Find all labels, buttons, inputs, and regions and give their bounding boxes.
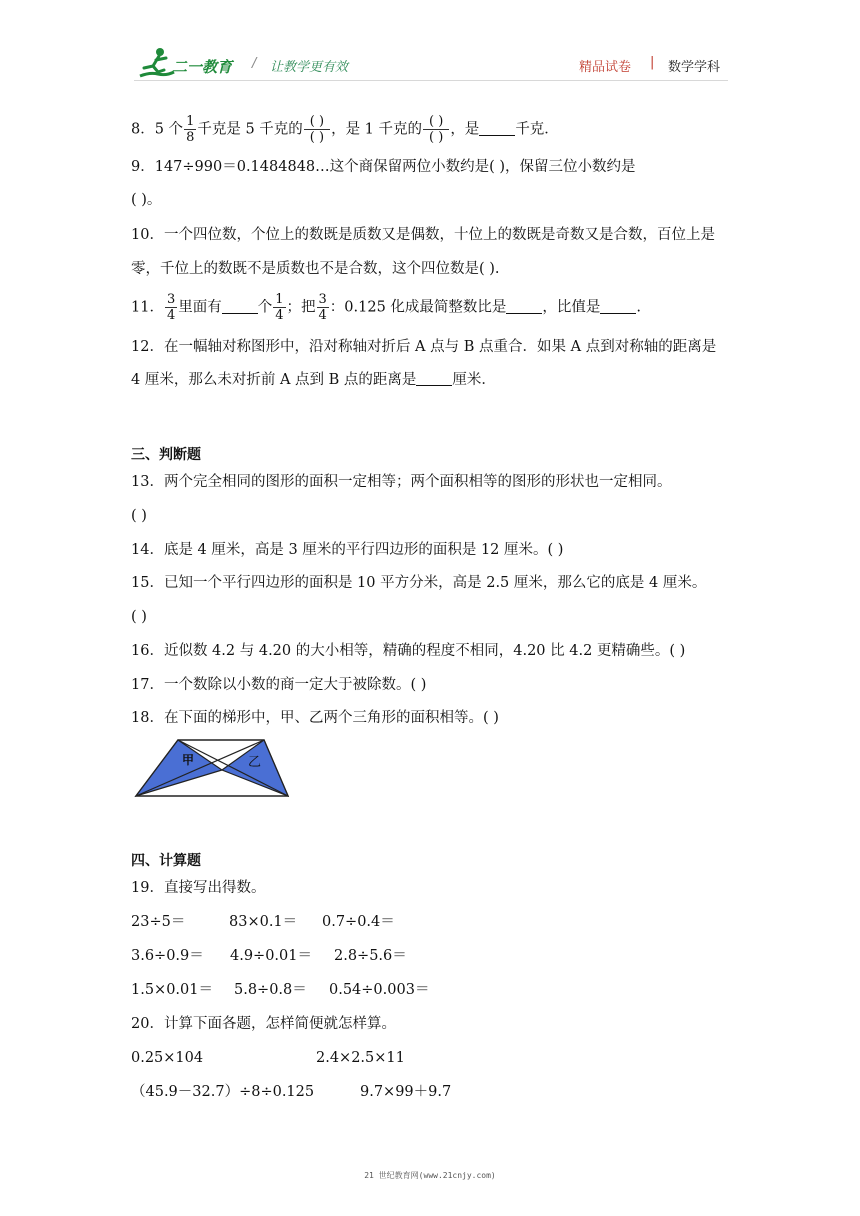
question-10-line-1: 10．一个四位数，个位上的数既是质数又是偶数，十位上的数既是奇数又是合数，百位上是 bbox=[131, 227, 715, 243]
question-12-line-1: 12．在一幅轴对称图形中，沿对称轴对折后 A 点与 B 点重合．如果 A 点到对称轴的距离是 bbox=[131, 339, 717, 355]
calc-item: 2.8÷5.6＝ bbox=[334, 948, 407, 964]
question-14: 14．底是 4 厘米，高是 3 厘米的平行四边形的面积是 12 厘米。( ) bbox=[131, 542, 564, 558]
calc-item: 1.5×0.01＝ bbox=[131, 982, 213, 998]
question-8: 8．5 个 $\frac{1}{8}$ 千克是 5 千克的 $\frac{( )}{( )}$ ，是 1 千克的 $\frac{( )}{( )}$ ，是 千克． bbox=[131, 114, 559, 145]
question-15-line-2[interactable]: ( ) bbox=[131, 609, 147, 625]
calc-item: 0.54÷0.003＝ bbox=[329, 982, 430, 998]
fraction-three-quarters: $\frac{3}{4}$ bbox=[318, 292, 327, 323]
label-yi: 乙 bbox=[248, 755, 262, 770]
answer-fraction-blank-2[interactable]: $\frac{( )}{( )}$ bbox=[423, 114, 449, 145]
runner-logo-icon bbox=[136, 46, 176, 82]
header-rule bbox=[134, 80, 728, 81]
question-20-title: 20．计算下面各题，怎样简便就怎样算。 bbox=[131, 1016, 396, 1032]
question-17: 17．一个数除以小数的商一定大于被除数。( ) bbox=[131, 677, 427, 693]
question-18: 18．在下面的梯形中，甲、乙两个三角形的面积相等。( ) bbox=[131, 710, 499, 726]
question-10-line-2: 零，千位上的数既不是质数也不是合数，这个四位数是( ). bbox=[131, 261, 500, 277]
calc-item: 2.4×2.5×11 bbox=[316, 1050, 405, 1066]
question-12-line-2: 4 厘米，那么未对折前 A 点到 B 点的距离是 厘米． bbox=[131, 372, 496, 388]
question-15-line-1: 15．已知一个平行四边形的面积是 10 平方分米，高是 2.5 厘米，那么它的底是 4 厘米。 bbox=[131, 575, 707, 591]
answer-fraction-blank-1[interactable]: $\frac{( )}{( )}$ bbox=[304, 114, 330, 145]
header-label-premium: 精品试卷 bbox=[579, 60, 632, 75]
calc-item: 23÷5＝ bbox=[131, 914, 186, 930]
calc-item: 9.7×99＋9.7 bbox=[360, 1084, 452, 1100]
section-title-judgement: 三、判断题 bbox=[131, 447, 201, 463]
calc-item: （45.9－32.7）÷8÷0.125 bbox=[131, 1084, 315, 1100]
question-11: 11． $\frac{3}{4}$ 里面有 个 $\frac{1}{4}$ ；把 $\frac{3}{4}$ ：0.125 化成最简整数比是 ，比值是 . bbox=[131, 292, 642, 323]
question-16: 16．近似数 4.2 与 4.20 的大小相等，精确的程度不相同，4.20 比 4.2 更精确些。( ) bbox=[131, 643, 686, 659]
answer-blank[interactable] bbox=[479, 121, 515, 136]
header-slogan: 让教学更有效 bbox=[270, 60, 349, 75]
calc-item: 0.25×104 bbox=[131, 1050, 204, 1066]
answer-blank[interactable] bbox=[600, 299, 636, 314]
header-separator: / bbox=[252, 56, 257, 71]
label-jia: 甲 bbox=[182, 753, 195, 767]
question-9-line-1: 9．147÷990＝0.1484848…这个商保留两位小数约是( )，保留三位小数约是 bbox=[131, 159, 636, 175]
calc-item: 5.8÷0.8＝ bbox=[234, 982, 307, 998]
fraction-one-quarter: $\frac{1}{4}$ bbox=[275, 292, 284, 323]
calc-item: 4.9÷0.01＝ bbox=[230, 948, 312, 964]
calc-item: 0.7÷0.4＝ bbox=[322, 914, 395, 930]
calc-item: 83×0.1＝ bbox=[229, 914, 298, 930]
page-footer: 21 世纪教育网(www.21cnjy.com) bbox=[364, 1171, 496, 1180]
question-19-title: 19．直接写出得数。 bbox=[131, 880, 266, 896]
question-9-line-2: ( )。 bbox=[131, 192, 162, 208]
trapezoid-figure bbox=[132, 736, 294, 800]
logo-text: 二一教育 bbox=[172, 58, 233, 76]
answer-blank[interactable] bbox=[222, 299, 258, 314]
header-label-subject: 数学学科 bbox=[668, 60, 721, 75]
question-13-line-2[interactable]: ( ) bbox=[131, 508, 147, 524]
calc-item: 3.6÷0.9＝ bbox=[131, 948, 204, 964]
fraction-one-eighth: $\frac{1}{8}$ bbox=[186, 114, 195, 145]
answer-blank[interactable] bbox=[506, 299, 542, 314]
header-divider: | bbox=[650, 55, 655, 70]
answer-blank[interactable] bbox=[416, 371, 452, 386]
fraction-three-quarters: $\frac{3}{4}$ bbox=[166, 292, 176, 323]
section-title-calculation: 四、计算题 bbox=[131, 853, 201, 869]
question-13-line-1: 13．两个完全相同的图形的面积一定相等；两个面积相等的图形的形状也一定相同。 bbox=[131, 474, 672, 490]
